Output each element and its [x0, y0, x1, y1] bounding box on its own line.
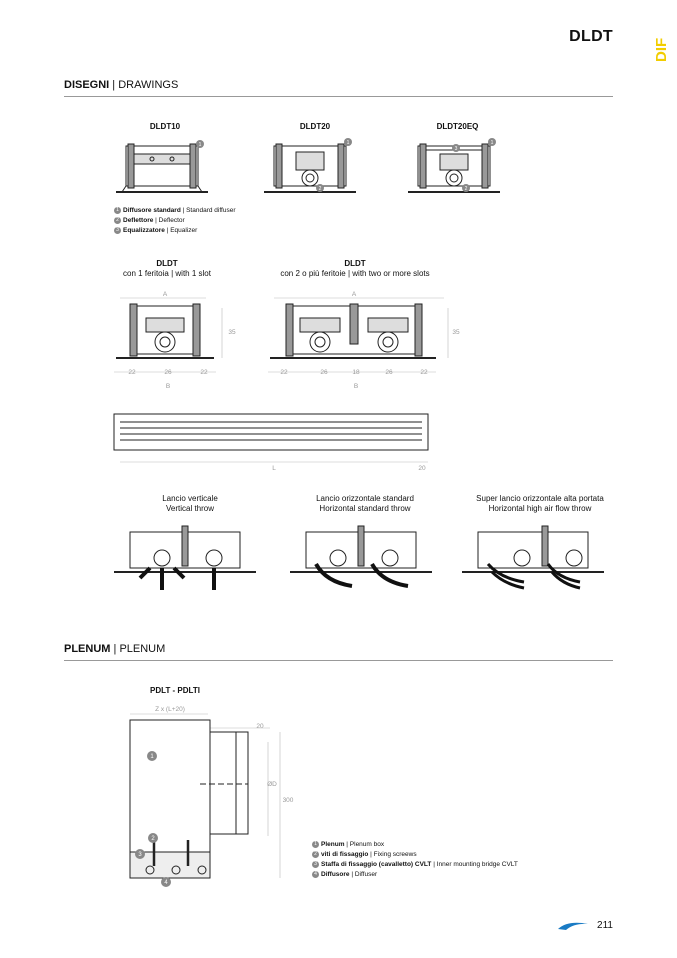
section-dldt20-drawing: [260, 136, 360, 198]
svg-text:B: B: [165, 383, 171, 390]
svg-text:B: B: [353, 383, 359, 390]
svg-text:26: 26: [164, 369, 172, 376]
legend-item: 1 Diffusore standard | Standard diffuser: [114, 206, 235, 216]
throw-horizontal-drawing: [286, 518, 436, 598]
svg-text:22: 22: [200, 369, 208, 376]
wave-logo-icon: [556, 920, 590, 932]
svg-text:L: L: [272, 465, 276, 472]
multi-slot-label: DLDT con 2 o più feritoie | with two or more slots: [280, 259, 430, 278]
svg-text:35: 35: [228, 329, 236, 336]
plenum-drawing: [120, 702, 310, 888]
model-dldt20: DLDT20: [299, 122, 331, 131]
svg-text:1: 1: [490, 140, 494, 146]
model-dldt20eq: DLDT20EQ: [436, 122, 479, 131]
svg-text:3: 3: [454, 146, 458, 152]
throw-super-label: Super lancio orizzontale alta portata Horizontal high air flow throw: [476, 494, 604, 513]
one-slot-label: DLDT con 1 feritoia | with 1 slot: [123, 259, 211, 278]
page-number: 211: [597, 920, 613, 931]
section-dldt20eq-drawing: [404, 136, 504, 198]
section-tab-label: DIF: [653, 37, 670, 62]
section-dldt10-drawing: [112, 136, 212, 198]
svg-text:2: 2: [464, 186, 468, 192]
drawings-legend: [114, 206, 235, 236]
plenum-model: PDLT - PDLTI: [150, 686, 200, 695]
drawings-rule: [64, 96, 613, 97]
legend-item: 1 Plenum | Plenum box: [312, 840, 518, 850]
callout-1: 1: [198, 142, 202, 148]
svg-text:4: 4: [164, 880, 168, 886]
plenum-heading: PLENUM | PLENUM: [64, 643, 166, 655]
legend-item: 4 Diffusore | Diffuser: [312, 870, 518, 880]
throw-super-drawing: [458, 518, 608, 598]
legend-item: 2 viti di fissaggio | Fixing screews: [312, 850, 518, 860]
svg-text:18: 18: [352, 369, 360, 376]
plenum-legend: [312, 840, 518, 880]
plenum-rule: [64, 660, 613, 661]
svg-text:22: 22: [420, 369, 428, 376]
svg-text:2: 2: [151, 836, 155, 842]
throw-vertical-drawing: [110, 518, 260, 598]
svg-text:26: 26: [385, 369, 393, 376]
svg-text:Z x (L+20): Z x (L+20): [155, 706, 185, 713]
legend-item: 3 Staffa di fissaggio (cavalletto) CVLT | Inner mounting bridge CVLT: [312, 860, 518, 870]
legend-item: 2 Deflettore | Deflector: [114, 216, 235, 226]
svg-text:1: 1: [346, 140, 350, 146]
page-title: DLDT: [569, 28, 613, 45]
throw-horizontal-label: Lancio orizzontale standard Horizontal standard throw: [316, 494, 414, 513]
length-drawing: [110, 410, 440, 474]
svg-text:2: 2: [318, 186, 322, 192]
svg-text:35: 35: [452, 329, 460, 336]
model-dldt10: DLDT10: [149, 122, 181, 131]
multi-slot-drawing: [264, 288, 474, 392]
svg-text:A: A: [162, 291, 168, 298]
throw-vertical-label: Lancio verticale Vertical throw: [162, 494, 218, 513]
section-tab: [653, 32, 670, 62]
svg-text:3: 3: [138, 852, 142, 858]
svg-text:26: 26: [320, 369, 328, 376]
legend-item: 3 Equalizzatore | Equalizer: [114, 226, 235, 236]
one-slot-drawing: [110, 288, 240, 392]
svg-text:22: 22: [128, 369, 136, 376]
svg-text:22: 22: [280, 369, 288, 376]
svg-text:A: A: [351, 291, 357, 298]
svg-text:300: 300: [282, 797, 294, 804]
drawings-heading: DISEGNI | DRAWINGS: [64, 79, 179, 91]
svg-text:ØD: ØD: [267, 781, 277, 788]
svg-text:1: 1: [150, 754, 154, 760]
svg-text:20: 20: [256, 723, 264, 730]
svg-text:20: 20: [418, 465, 426, 472]
